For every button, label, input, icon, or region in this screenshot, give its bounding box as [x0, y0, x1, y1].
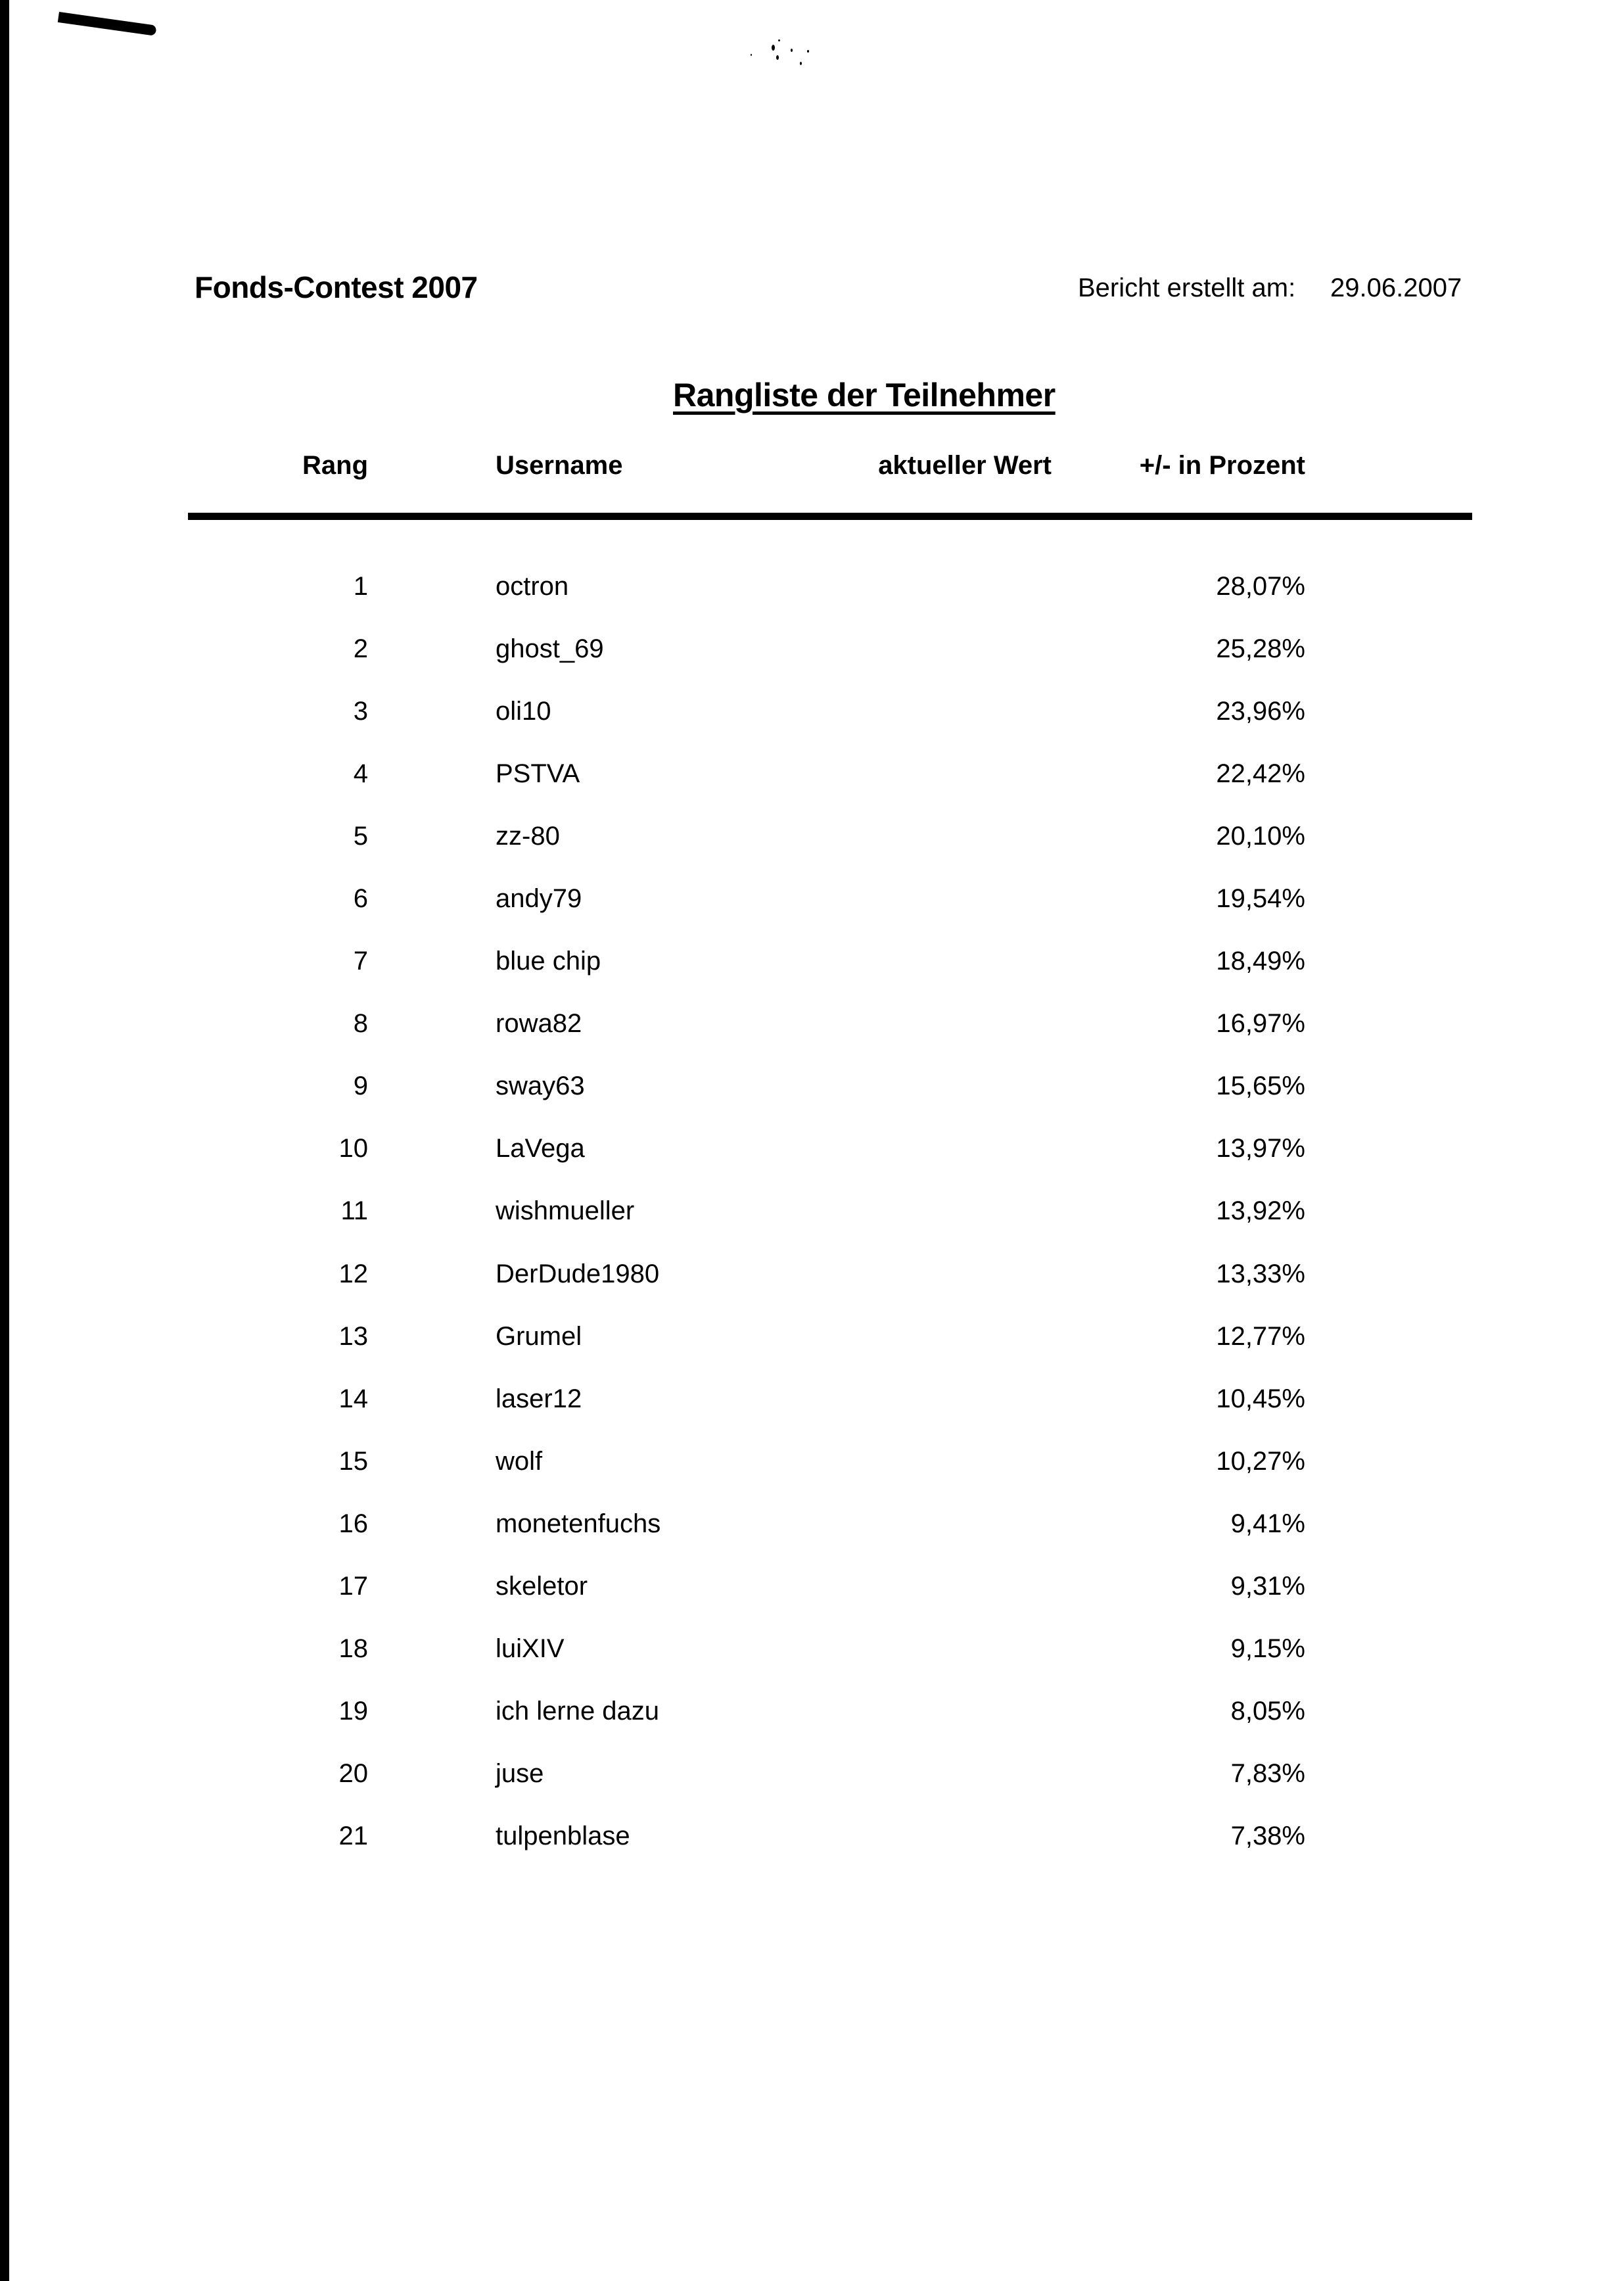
username-cell: luiXIV — [496, 1634, 565, 1663]
table-row — [0, 753, 1624, 815]
percent-cell: 10,27% — [1216, 1446, 1305, 1476]
rank-cell: 20 — [338, 1758, 368, 1788]
username-cell: DerDude1980 — [496, 1259, 660, 1288]
percent-cell: 15,65% — [1216, 1071, 1305, 1101]
table-row — [0, 1503, 1624, 1565]
table-row — [0, 1315, 1624, 1378]
percent-cell: 9,15% — [1230, 1634, 1305, 1663]
rank-cell: 1 — [353, 572, 368, 601]
table-row — [0, 1190, 1624, 1252]
table-row — [0, 1440, 1624, 1503]
percent-cell: 13,92% — [1216, 1196, 1305, 1226]
table-row — [0, 1690, 1624, 1752]
table-row — [0, 690, 1624, 753]
rank-cell: 2 — [353, 634, 368, 664]
rank-cell: 8 — [353, 1009, 368, 1039]
username-cell: laser12 — [496, 1384, 582, 1413]
table-row — [0, 1628, 1624, 1690]
table-row — [0, 1127, 1624, 1190]
column-header-percent: +/- in Prozent — [1139, 451, 1305, 480]
rank-cell: 21 — [338, 1821, 368, 1850]
table-row — [0, 1253, 1624, 1315]
table-row — [0, 878, 1624, 940]
percent-cell: 9,31% — [1230, 1571, 1305, 1601]
rank-cell: 15 — [338, 1446, 368, 1476]
rank-cell: 9 — [353, 1071, 368, 1101]
table-row — [0, 565, 1624, 628]
username-cell: Grumel — [496, 1321, 582, 1351]
username-cell: wishmueller — [496, 1196, 635, 1226]
percent-cell: 7,38% — [1230, 1821, 1305, 1850]
rank-cell: 16 — [338, 1509, 368, 1538]
table-row — [0, 1065, 1624, 1127]
username-cell: andy79 — [496, 884, 582, 914]
username-cell: skeletor — [496, 1571, 588, 1601]
rank-cell: 6 — [353, 884, 368, 914]
table-row — [0, 940, 1624, 1002]
percent-cell: 25,28% — [1216, 634, 1305, 664]
username-cell: zz-80 — [496, 822, 560, 851]
rank-cell: 7 — [353, 947, 368, 976]
percent-cell: 19,54% — [1216, 884, 1305, 914]
username-cell: tulpenblase — [496, 1821, 630, 1850]
percent-cell: 16,97% — [1216, 1009, 1305, 1039]
table-row — [0, 1815, 1624, 1877]
column-header-username: Username — [496, 451, 623, 480]
username-cell: rowa82 — [496, 1009, 582, 1039]
username-cell: sway63 — [496, 1071, 585, 1101]
percent-cell: 20,10% — [1216, 822, 1305, 851]
username-cell: juse — [496, 1758, 544, 1788]
percent-cell: 22,42% — [1216, 759, 1305, 789]
scan-mark — [58, 12, 157, 36]
percent-cell: 28,07% — [1216, 572, 1305, 601]
table-row — [0, 628, 1624, 690]
percent-cell: 9,41% — [1230, 1509, 1305, 1538]
rank-cell: 5 — [353, 822, 368, 851]
percent-cell: 23,96% — [1216, 697, 1305, 726]
rank-cell: 13 — [338, 1321, 368, 1351]
username-cell: blue chip — [496, 947, 601, 976]
rank-cell: 4 — [353, 759, 368, 789]
table-row — [0, 1378, 1624, 1440]
rank-cell: 10 — [338, 1134, 368, 1164]
table-row — [0, 1002, 1624, 1065]
table-row — [0, 815, 1624, 878]
percent-cell: 12,77% — [1216, 1321, 1305, 1351]
percent-cell: 8,05% — [1230, 1696, 1305, 1726]
column-header-rang: Rang — [302, 451, 368, 480]
rank-cell: 14 — [338, 1384, 368, 1413]
rank-cell: 3 — [353, 697, 368, 726]
percent-cell: 13,97% — [1216, 1134, 1305, 1164]
rank-cell: 18 — [338, 1634, 368, 1663]
username-cell: monetenfuchs — [496, 1509, 661, 1538]
username-cell: LaVega — [496, 1134, 585, 1164]
table-row — [0, 1565, 1624, 1628]
document-title: Fonds-Contest 2007 — [195, 270, 478, 304]
ranking-table-body — [0, 565, 1624, 1877]
rank-cell: 12 — [338, 1259, 368, 1288]
report-date: 29.06.2007 — [1330, 273, 1462, 302]
rank-cell: 11 — [340, 1196, 368, 1226]
ranking-title: Rangliste der Teilnehmer — [673, 377, 1056, 413]
username-cell: PSTVA — [496, 759, 580, 789]
username-cell: ich lerne dazu — [496, 1696, 660, 1726]
username-cell: ghost_69 — [496, 634, 604, 664]
header-rule — [188, 513, 1472, 520]
username-cell: octron — [496, 572, 569, 601]
rank-cell: 19 — [338, 1696, 368, 1726]
percent-cell: 10,45% — [1216, 1384, 1305, 1413]
username-cell: wolf — [496, 1446, 543, 1476]
percent-cell: 18,49% — [1216, 947, 1305, 976]
rank-cell: 17 — [338, 1571, 368, 1601]
column-header-current-value: aktueller Wert — [878, 451, 1052, 480]
percent-cell: 13,33% — [1216, 1259, 1305, 1288]
username-cell: oli10 — [496, 697, 551, 726]
report-date-label: Bericht erstellt am: — [1078, 273, 1296, 302]
table-row — [0, 1752, 1624, 1815]
percent-cell: 7,83% — [1230, 1758, 1305, 1788]
